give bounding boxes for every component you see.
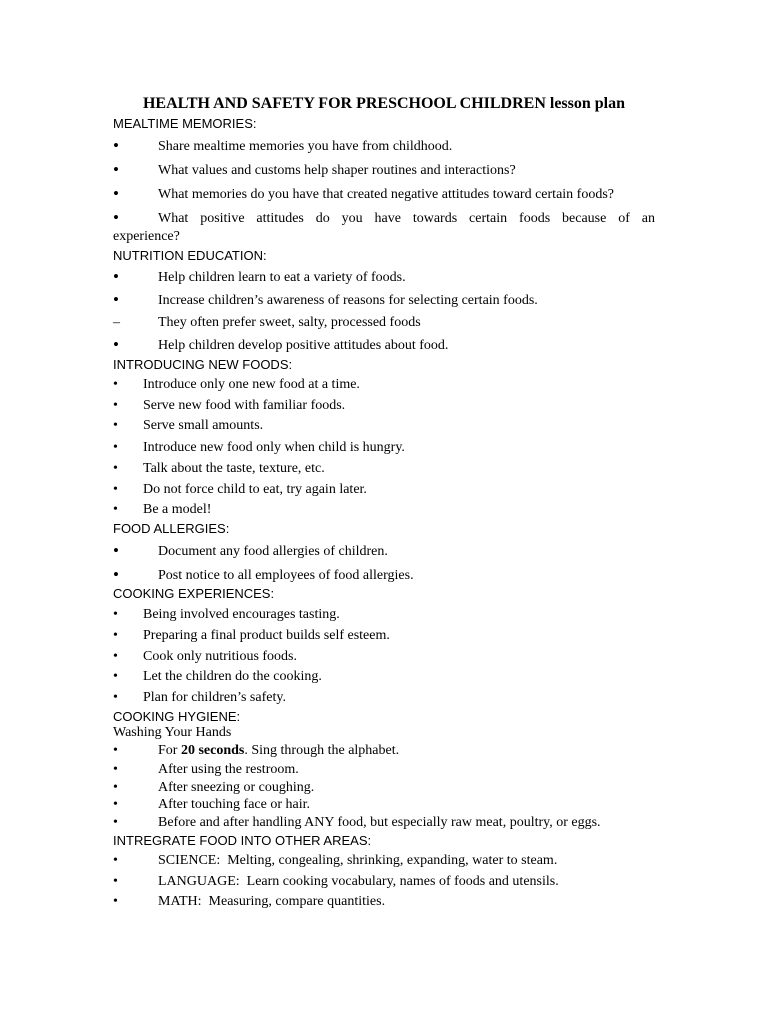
section-heading-allergies: FOOD ALLERGIES:: [113, 521, 230, 536]
subheading-washing-hands: Washing Your Hands: [113, 725, 232, 740]
section-heading-hygiene: COOKING HYGIENE:: [113, 709, 241, 724]
section-heading-newfoods: INTRODUCING NEW FOODS:: [113, 357, 293, 372]
list-item-continuation: experience?: [113, 229, 180, 244]
title-main: HEALTH AND SAFETY FOR PRESCHOOL CHILDREN: [142, 95, 546, 112]
page-title: [0, 95, 768, 113]
section-heading-integrate: INTREGRATE FOOD INTO OTHER AREAS:: [113, 833, 372, 848]
section-heading-cooking: COOKING EXPERIENCES:: [113, 586, 275, 601]
title-suffix: lesson plan: [545, 95, 626, 112]
section-heading-mealtime: MEALTIME MEMORIES:: [113, 116, 257, 131]
section-heading-nutrition: NUTRITION EDUCATION:: [113, 248, 267, 263]
list-item: • What positive attitudes do you have towards certain foods because of an: [113, 208, 655, 227]
